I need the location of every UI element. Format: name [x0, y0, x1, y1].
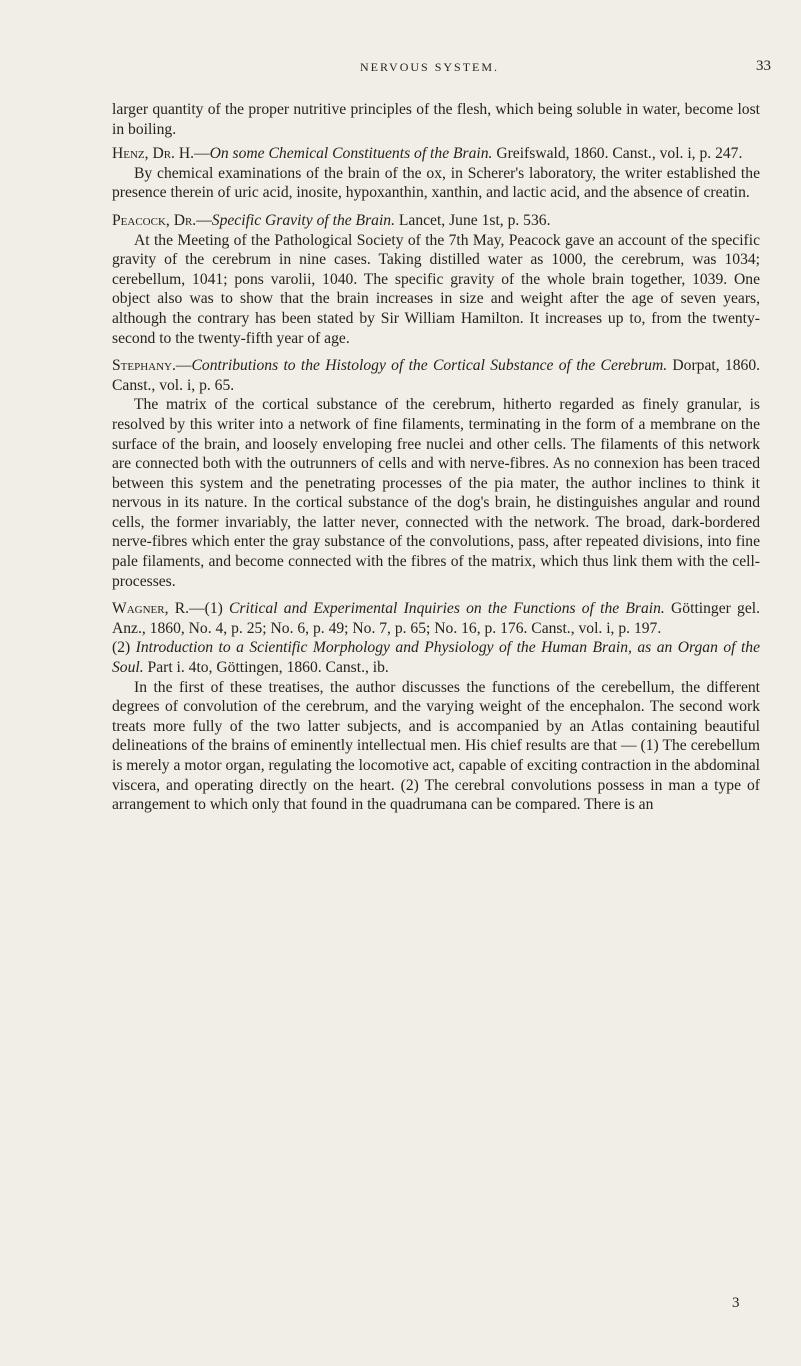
entry-work: On some Chemical Constituents of the Brain. — [209, 145, 493, 163]
entry-wagner-item2 — [112, 638, 760, 677]
continuation-paragraph: larger quantity of the proper nutritive principles of the flesh, which being soluble in water, become lost in boiling. — [112, 101, 760, 138]
entry-details: Greifswald, 1860. Canst., vol. i, p. 247. — [496, 145, 743, 163]
entry-details: Lancet, June 1st, p. 536. — [398, 211, 551, 229]
entry-author: Wagner, R. — [112, 600, 190, 618]
entry-body: The matrix of the cortical substance of the cerebrum, hitherto regarded as finely granular, is resolved by this writer into a network of fine filaments, terminating in the form of a membrane on the surface of the brain, and loosely enveloping free nuclei and other cells. The filaments of this network are connected both with the outrunners of cells and with nerve-fibres. As no connexion has been traced between this system and the penetrating processes of the pia mater, the author inclines to think it nervous in its nature. In the cortical substance of the dog's brain, he distinguishes angular and round cells, the former invariably, the latter never, connected with the network. The broad, dark-bordered nerve-fibres which enter the gray substance of the convolutions, pass, after repeated divisions, into fine pale filaments, and become connected with the fibres of the matrix, which thus link them with the cell-processes. — [112, 396, 760, 590]
entry-body: At the Meeting of the Pathological Society of the 7th May, Peacock gave an account of the specific gravity of the cerebrum in nine cases. Taking distilled water as 1000, the cerebrum, was 1034; cerebellum, 1041; pons varolii, 1040. The specific gravity of the whole brain together, 1039. One object also was to show that the brain increases in size and weight after the age of seven years, although the contrary has been stated by Sir William Hamilton. It increases up to, from the twenty-second to the twenty-fifth year of age. — [112, 231, 760, 347]
running-title: NERVOUS SYSTEM. — [360, 60, 500, 74]
item-number: (1) — [204, 600, 223, 618]
entry-body: In the first of these treatises, the author discusses the functions of the cerebellum, the different degrees of convolution of the cerebrum, and the varying weight of the encephalon. The second work treats more fully of the two latter subjects, and is accompanied by an Atlas containing beautiful delineations of the brains of eminently intellectual men. His chief results are that — (1) The cerebellum is merely a motor organ, regulating the locomotive act, capable of exciting contraction in the abdominal viscera, and operating directly on the heart. (2) The cerebral convolutions possess in man a type of arrangement to which only that found in the quadrumana can be compared. There is an — [112, 678, 760, 814]
entry-details: Dorpat, 1860. Canst., vol. i, p. 65. — [112, 357, 761, 394]
page-number: 33 — [756, 58, 771, 74]
entry-work: Introduction to a Scientific Morphology and Physiology of the Human Brain, as an Organ of the Soul. — [112, 639, 760, 677]
entry-details: Part i. 4to, Göttingen, 1860. Canst., ib. — [147, 659, 389, 677]
signature-mark: 3 — [732, 1295, 740, 1311]
main-text — [112, 100, 760, 815]
entry-author: Stephany. — [112, 357, 176, 375]
entry-body: By chemical examinations of the brain of the ox, in Scherer's laboratory, the writer established the presence therein of uric acid, inosite, hypoxanthin, xanthin, and lactic acid, and the absence of creatin. — [112, 164, 760, 202]
entry-work: Critical and Experimental Inquiries on the Functions of the Brain. — [229, 600, 665, 618]
entry-stephany: Stephany.—Contributions to the Histology of the Cortical Substance of the Cerebrum. Dorpat, 1860. Canst., vol. i, p. 65. — [112, 357, 761, 394]
entry-work: Contributions to the Histology of the Cortical Substance of the Cerebrum. — [191, 357, 668, 375]
entry-author: Peacock, Dr. — [112, 211, 197, 229]
entry-peacock: Peacock, Dr.—Specific Gravity of the Brain. Lancet, June 1st, p. 536. — [112, 211, 551, 229]
entry-henz: Henz, Dr. H.—On some Chemical Constituents of the Brain. Greifswald, 1860. Canst., vol. i, p. 247. — [112, 145, 743, 163]
entry-author: Henz, Dr. H. — [112, 145, 194, 163]
item-number: (2) — [112, 639, 131, 657]
entry-details: Göttinger gel. Anz., 1860, No. 4, p. 25; No. 6, p. 49; No. 7, p. 65; No. 16, p. 176. Canst., vol. i, p. 197. — [112, 600, 760, 637]
entry-wagner: Wagner, R.—(1) Critical and Experimental Inquiries on the Functions of the Brain. Göttinger gel. Anz., 1860, No. 4, p. 25; No. 6, p. 49; No. 7, p. 65; No. 16, p. 176. Canst., vol. i, p. 197. — [112, 600, 760, 637]
entry-work: Specific Gravity of the Brain. — [211, 211, 395, 229]
